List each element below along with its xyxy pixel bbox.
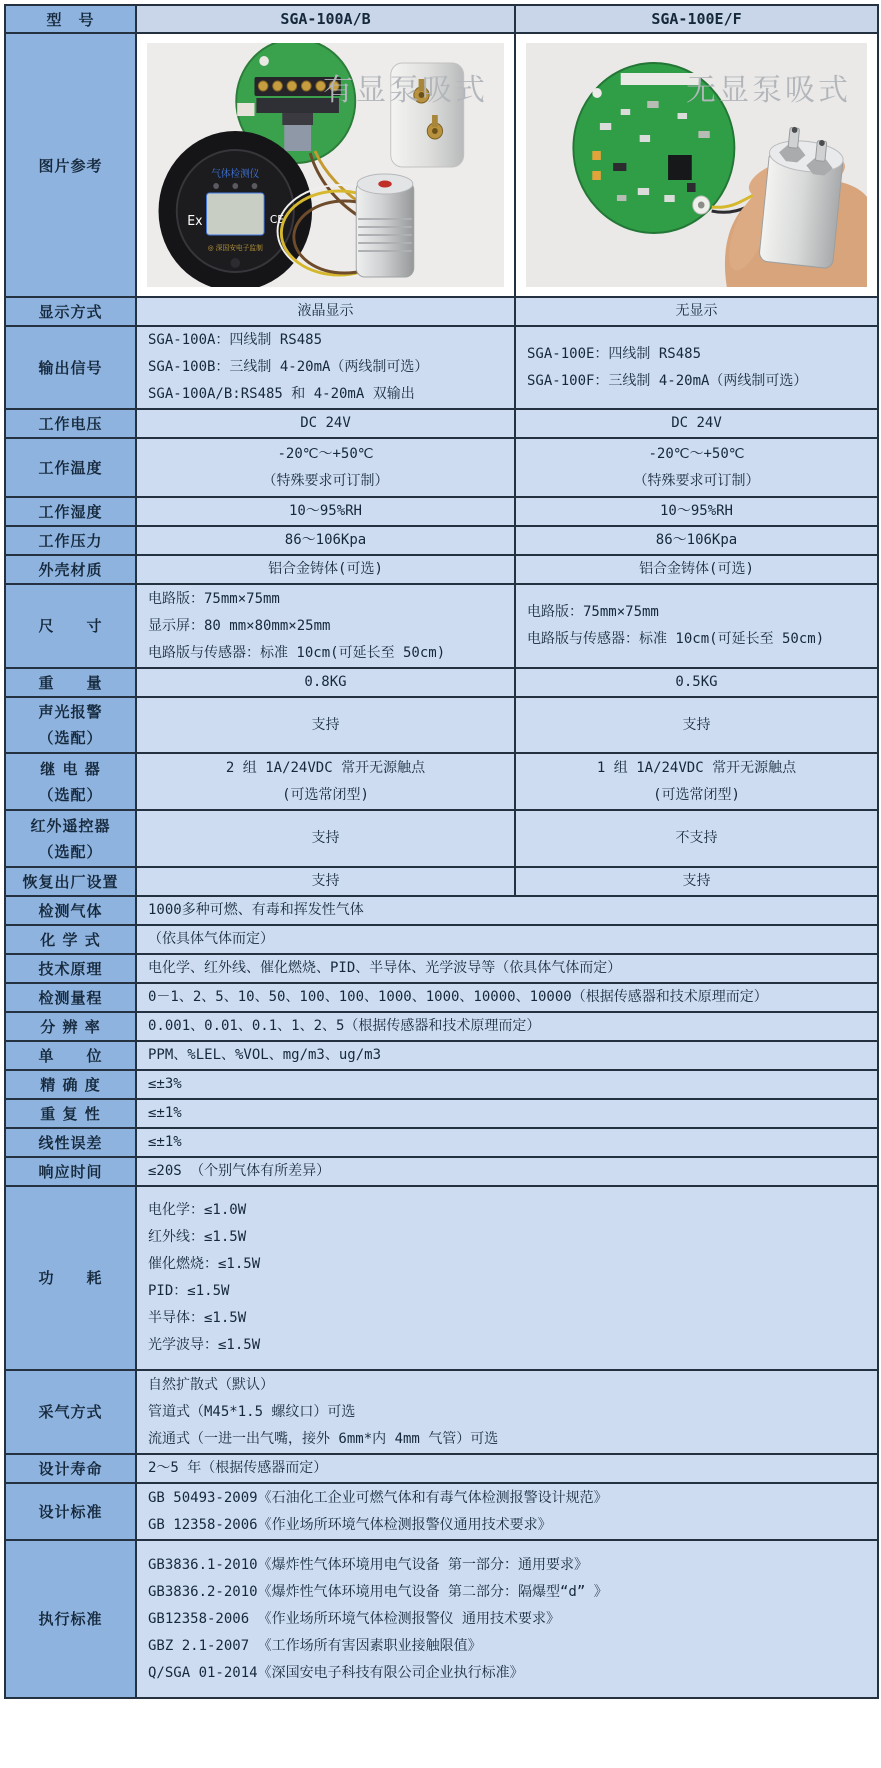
pump-canister <box>391 63 464 167</box>
spec-row-accuracy <box>5 1070 878 1099</box>
spec-label-weight: 重 量 <box>5 668 136 697</box>
spec-value-ir-remote-left: 支持 <box>136 810 515 867</box>
spec-value-ir-remote-right: 不支持 <box>515 810 878 867</box>
photo-row-label: 图片参考 <box>5 33 136 297</box>
spec-row-principle <box>5 954 878 983</box>
watermark-left: 有显泵吸式 <box>323 73 488 108</box>
spec-value-voltage-right: DC 24V <box>515 409 878 438</box>
spec-value-weight-left: 0.8KG <box>136 668 515 697</box>
spec-value-output-signal-left: SGA-100A：四线制 RS485 SGA-100B：三线制 4-20mA（两线制可选） SGA-100A/B:RS485 和 4-20mA 双输出 <box>136 326 515 409</box>
spec-value-linearity: ≤±1% <box>136 1128 878 1157</box>
spec-row-humidity <box>5 497 878 526</box>
watermark-right: 无显泵吸式 <box>686 73 851 108</box>
spec-value-temperature-right: -20℃～+50℃ （特殊要求可订制） <box>515 438 878 497</box>
ex-mark: Ex <box>187 213 203 230</box>
spec-value-principle: 电化学、红外线、催化燃烧、PID、半导体、光学波导等（依具体气体而定） <box>136 954 878 983</box>
ribbed-sensor <box>356 174 414 277</box>
model-right: SGA-100E/F <box>515 5 878 33</box>
spec-label-ir-remote: 红外遥控器 （选配） <box>5 810 136 867</box>
spec-row-display-mode <box>5 297 878 326</box>
product-photo-cell-left <box>136 33 515 297</box>
spec-value-accuracy: ≤±3% <box>136 1070 878 1099</box>
spec-value-sampling: 自然扩散式（默认） 管道式（M45*1.5 螺纹口）可选 流通式（一进一出气嘴，接外 6mm*内 4mm 气管）可选 <box>136 1370 878 1454</box>
spec-value-detect-gases: 1000多种可燃、有毒和挥发性气体 <box>136 896 878 925</box>
spec-value-factory-reset-right: 支持 <box>515 867 878 896</box>
spec-value-weight-right: 0.5KG <box>515 668 878 697</box>
spec-row-sampling <box>5 1370 878 1454</box>
spec-value-shell-material-left: 铝合金铸体(可选) <box>136 555 515 584</box>
product-photo-cell-right <box>515 33 878 297</box>
spec-label-range: 检测量程 <box>5 983 136 1012</box>
model-header-label: 型 号 <box>5 5 136 33</box>
spec-row-dimensions <box>5 584 878 668</box>
spec-value-resolution: 0.001、0.01、0.1、1、2、5（根据传感器和技术原理而定） <box>136 1012 878 1041</box>
spec-value-audible-alarm-right: 支持 <box>515 697 878 753</box>
spec-value-shell-material-right: 铝合金铸体(可选) <box>515 555 878 584</box>
spec-row-relay <box>5 753 878 810</box>
spec-value-unit: PPM、%LEL、%VOL、mg/m3、ug/m3 <box>136 1041 878 1070</box>
spec-label-lifespan: 设计寿命 <box>5 1454 136 1483</box>
spec-label-voltage: 工作电压 <box>5 409 136 438</box>
spec-row-weight <box>5 668 878 697</box>
spec-row-response-time <box>5 1157 878 1186</box>
product-photo-left-illustration <box>147 43 504 287</box>
product-photo-right <box>526 43 867 287</box>
spec-row-voltage <box>5 409 878 438</box>
spec-value-voltage-left: DC 24V <box>136 409 515 438</box>
spec-value-relay-right: 1 组 1A/24VDC 常开无源触点 (可选常闭型) <box>515 753 878 810</box>
product-photo-right-illustration <box>526 43 867 287</box>
spec-value-humidity-right: 10～95%RH <box>515 497 878 526</box>
spec-row-factory-reset <box>5 867 878 896</box>
spec-label-audible-alarm: 声光报警 （选配） <box>5 697 136 753</box>
spec-row-output-signal <box>5 326 878 409</box>
spec-row-temperature <box>5 438 878 497</box>
spec-value-chemical-formula: （依具体气体而定） <box>136 925 878 954</box>
spec-row-lifespan <box>5 1454 878 1483</box>
spec-label-relay: 继 电 器 （选配） <box>5 753 136 810</box>
spec-value-humidity-left: 10～95%RH <box>136 497 515 526</box>
spec-value-output-signal-right: SGA-100E：四线制 RS485 SGA-100F：三线制 4-20mA（两线制可选） <box>515 326 878 409</box>
spec-row-pressure <box>5 526 878 555</box>
spec-label-accuracy: 精 确 度 <box>5 1070 136 1099</box>
spec-value-lifespan: 2～5 年（根据传感器而定） <box>136 1454 878 1483</box>
spec-label-temperature: 工作温度 <box>5 438 136 497</box>
spec-row-repeatability <box>5 1099 878 1128</box>
spec-label-detect-gases: 检测气体 <box>5 896 136 925</box>
spec-label-resolution: 分 辨 率 <box>5 1012 136 1041</box>
spec-value-factory-reset-left: 支持 <box>136 867 515 896</box>
spec-label-factory-reset: 恢复出厂设置 <box>5 867 136 896</box>
spec-label-shell-material: 外壳材质 <box>5 555 136 584</box>
spec-label-dimensions: 尺 寸 <box>5 584 136 668</box>
spec-value-dimensions-left: 电路版：75mm×75mm 显示屏：80 mm×80mm×25mm 电路版与传感器：标准 10cm(可延长至 50cm) <box>136 584 515 668</box>
maker-mark: ◎ 深国安电子监制 <box>207 243 263 253</box>
lcd-gauge-device <box>159 131 313 287</box>
spec-table <box>4 4 879 1699</box>
spec-value-repeatability: ≤±1% <box>136 1099 878 1128</box>
spec-value-display-mode-right: 无显示 <box>515 297 878 326</box>
spec-value-design-standard: GB 50493-2009《石油化工企业可燃气体和有毒气体检测报警设计规范》 GB 12358-2006《作业场所环境气体检测报警仪通用技术要求》 <box>136 1483 878 1540</box>
spec-row-power <box>5 1186 878 1370</box>
spec-label-display-mode: 显示方式 <box>5 297 136 326</box>
spec-value-pressure-left: 86～106Kpa <box>136 526 515 555</box>
spec-row-design-standard <box>5 1483 878 1540</box>
spec-label-power: 功 耗 <box>5 1186 136 1370</box>
spec-label-repeatability: 重 复 性 <box>5 1099 136 1128</box>
spec-label-output-signal: 输出信号 <box>5 326 136 409</box>
spec-row-range <box>5 983 878 1012</box>
model-left: SGA-100A/B <box>136 5 515 33</box>
spec-label-linearity: 线性误差 <box>5 1128 136 1157</box>
spec-label-humidity: 工作湿度 <box>5 497 136 526</box>
spec-row-exec-standard <box>5 1540 878 1698</box>
spec-value-relay-left: 2 组 1A/24VDC 常开无源触点 (可选常闭型) <box>136 753 515 810</box>
spec-value-audible-alarm-left: 支持 <box>136 697 515 753</box>
spec-value-exec-standard: GB3836.1-2010《爆炸性气体环境用电气设备 第一部分：通用要求》 GB3836.2-2010《爆炸性气体环境用电气设备 第二部分：隔爆型“d” 》 GB12358-2006 《作业场所环境气体检测报警仪 通用技术要求》 GBZ 2.1-2007 《工作场所有害因素职业接触限值》 Q/SGA 01-2014《深国安电子科技有限公司企业执行标准》 <box>136 1540 878 1698</box>
spec-label-pressure: 工作压力 <box>5 526 136 555</box>
spec-label-exec-standard: 执行标准 <box>5 1540 136 1698</box>
spec-label-unit: 单 位 <box>5 1041 136 1070</box>
ce-mark: CE <box>269 212 284 227</box>
photo-row <box>5 33 878 297</box>
spec-value-dimensions-right: 电路版：75mm×75mm 电路版与传感器：标准 10cm(可延长至 50cm) <box>515 584 878 668</box>
spec-value-temperature-left: -20℃～+50℃ （特殊要求可订制） <box>136 438 515 497</box>
spec-label-chemical-formula: 化 学 式 <box>5 925 136 954</box>
spec-row-shell-material <box>5 555 878 584</box>
device-title-text: 气体检测仪 <box>211 168 260 181</box>
spec-label-design-standard: 设计标准 <box>5 1483 136 1540</box>
spec-row-unit <box>5 1041 878 1070</box>
spec-row-chemical-formula <box>5 925 878 954</box>
spec-value-pressure-right: 86～106Kpa <box>515 526 878 555</box>
spec-value-response-time: ≤20S （个别气体有所差异） <box>136 1157 878 1186</box>
spec-label-sampling: 采气方式 <box>5 1370 136 1454</box>
header-row <box>5 5 878 33</box>
spec-label-response-time: 响应时间 <box>5 1157 136 1186</box>
spec-row-detect-gases <box>5 896 878 925</box>
spec-value-power: 电化学：≤1.0W 红外线：≤1.5W 催化燃烧：≤1.5W PID：≤1.5W 半导体：≤1.5W 光学波导：≤1.5W <box>136 1186 878 1370</box>
spec-value-range: 0－1、2、5、10、50、100、100、1000、1000、10000、10000（根据传感器和技术原理而定） <box>136 983 878 1012</box>
spec-row-linearity <box>5 1128 878 1157</box>
spec-label-principle: 技术原理 <box>5 954 136 983</box>
spec-row-audible-alarm <box>5 697 878 753</box>
spec-value-display-mode-left: 液晶显示 <box>136 297 515 326</box>
product-photo-left <box>147 43 504 287</box>
spec-row-resolution <box>5 1012 878 1041</box>
spec-row-ir-remote <box>5 810 878 867</box>
